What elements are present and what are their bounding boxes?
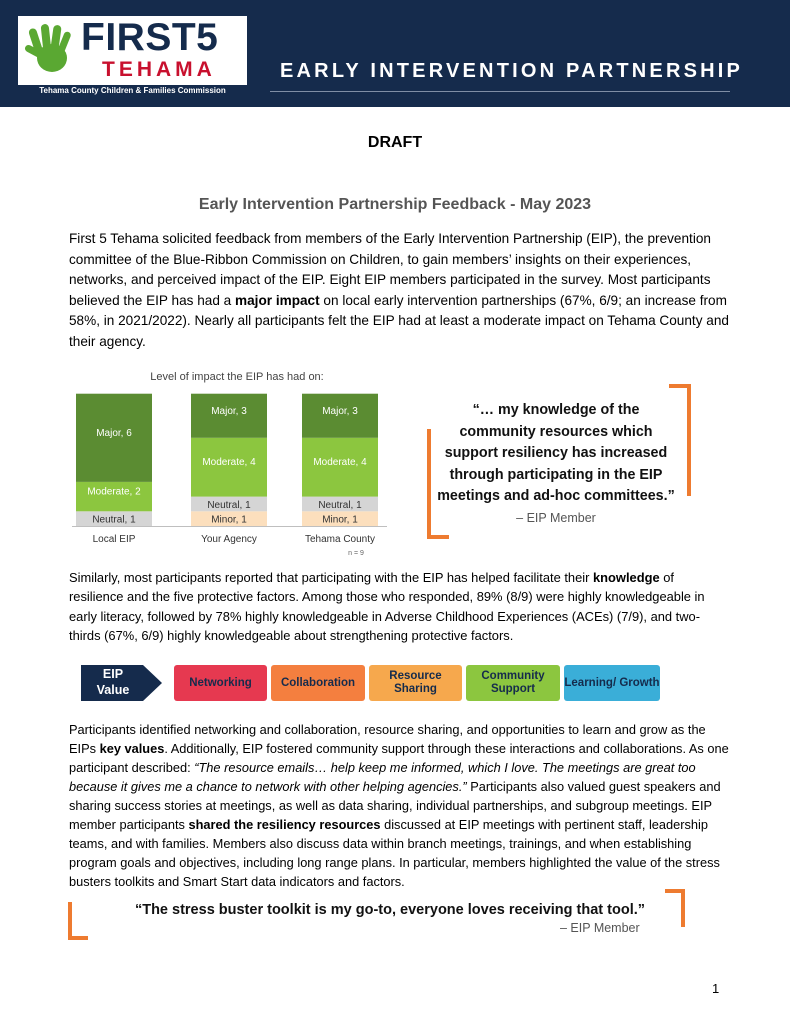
value-networking: Networking xyxy=(174,665,267,701)
value-community-support: Community Support xyxy=(466,665,560,701)
eip-value-row xyxy=(0,665,790,705)
value-learning-growth: Learning/ Growth xyxy=(564,665,660,701)
bar-label-moderate-2: Moderate, 4 xyxy=(313,457,367,469)
member-quote-knowledge: “… my knowledge of the community resources which support resiliency has increased through participating in the EIP meetings and ad-hoc committees.” – EIP Member xyxy=(437,402,675,525)
key-values-paragraph: Participants identified networking and collaboration, resource sharing, and opportunities to learn and grow as the EIPs key values. Additionally, EIP fostered community support through these interactions and collaborations. As one participant described: “The resource emails… help keep me informed, which I love. The meetings are great too because it gives me a chance to network with other helping agencies.” Participants also valued guest speakers and sharing success stories at meetings, as well as data sharing, individual partnerships, and subgroup meetings. EIP member participants shared the resiliency resources discussed at EIP meetings with pertinent staff, leadership teams, and with families. Members also discuss data within branch meetings, trainings, and when establishing program goals and objectives, including long range plans. In particular, members highlighted the value of the stress busters toolkits and Smart Start data indicators and factors. xyxy=(69,722,729,889)
intro-paragraph: First 5 Tehama solicited feedback from members of the Early Intervention Partnership (EIP), the prevention committee of the Blue-Ribbon Commission on Children, to gain members’ insights on their experiences, networks, and perceived impact of the EIP. Eight EIP members participated in the survey. Most participants believed the EIP has had a major impact on local early intervention partnerships (67%, 6/9; an increase from 58%, in 2021/2022). Nearly all participants felt the EIP had at least a moderate impact on Tehama County and their agency. xyxy=(69,231,729,349)
report-subtitle: Early Intervention Partnership Feedback - May 2023 xyxy=(198,196,592,213)
header-title: EARLY INTERVENTION PARTNERSHIP xyxy=(280,60,744,82)
bar-label-neutral-1: Neutral, 1 xyxy=(207,499,251,511)
member-quote-toolkit: “The stress buster toolkit is my go-to, everyone loves receiving that tool.” xyxy=(134,902,646,918)
bar-label-neutral-2: Neutral, 1 xyxy=(318,499,362,511)
bar-label-major-0: Major, 6 xyxy=(96,427,132,439)
quote2-attribution: – EIP Member xyxy=(560,921,640,935)
bar-label-moderate-0: Moderate, 2 xyxy=(87,486,141,498)
knowledge-paragraph: Similarly, most participants reported that participating with the EIP has helped facilitate their knowledge of resilience and the five protective factors. Among those who responded, 89% (8/9) were highly knowledgeable in early literacy, followed by 78% highly knowledgeable in Adverse Childhood Experiences (ACEs) (7/9), and two-thirds (67%, 6/9) highly knowledgeable about strengthening protective factors. xyxy=(69,570,705,644)
chart-title: Level of impact the EIP has had on: xyxy=(150,371,324,383)
first5-logo xyxy=(18,16,247,96)
eip-value-label: EIP Value xyxy=(96,667,130,697)
value-collaboration: Collaboration xyxy=(271,665,365,701)
category-label-0: Local EIP xyxy=(92,534,136,545)
hand-logo-icon xyxy=(24,22,76,78)
logo-subtitle: Tehama County Children & Families Commission xyxy=(18,85,247,96)
sample-size-note: n = 9 xyxy=(348,550,364,557)
bar-label-minor-1: Minor, 1 xyxy=(211,514,247,526)
quote-attribution: – EIP Member xyxy=(516,510,596,525)
draft-label: DRAFT xyxy=(367,134,423,151)
impact-chart xyxy=(72,365,402,560)
bar-label-moderate-1: Moderate, 4 xyxy=(202,457,256,469)
logo-tehama-text: TEHAMA xyxy=(102,58,216,81)
page-number: 1 xyxy=(712,981,720,996)
page-header xyxy=(0,0,790,107)
bar-label-major-2: Major, 3 xyxy=(322,405,358,417)
bar-label-minor-2: Minor, 1 xyxy=(322,514,358,526)
category-label-2: Tehama County xyxy=(304,534,376,545)
value-resource-sharing: Resource Sharing xyxy=(369,665,462,701)
bar-label-neutral-0: Neutral, 1 xyxy=(92,514,136,526)
logo-first5-text: FIRST5 xyxy=(81,16,219,59)
category-label-1: Your Agency xyxy=(201,534,257,545)
header-divider xyxy=(270,91,730,92)
bar-label-major-1: Major, 3 xyxy=(211,405,247,417)
